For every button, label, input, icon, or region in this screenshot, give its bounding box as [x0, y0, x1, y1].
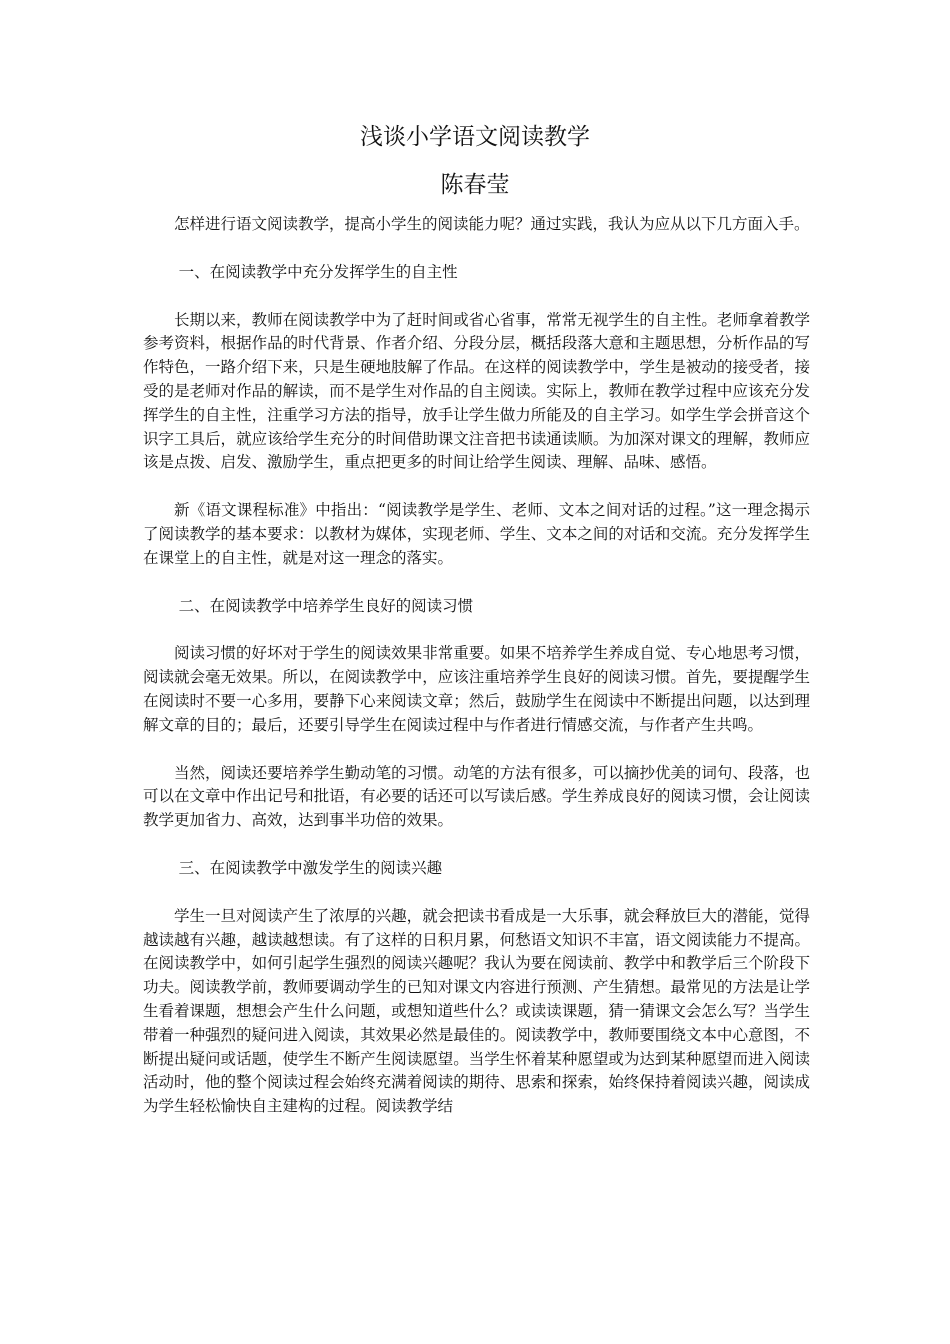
body-paragraph: 学生一旦对阅读产生了浓厚的兴趣，就会把读书看成是一大乐事，就会释放巨大的潜能，觉得越读越有兴趣，越读越想读。有了这样的日积月累，何愁语文知识不丰富，语文阅读能力不提高。在阅读教学中，如何引起学生强烈的阅读兴趣呢？我认为要在阅读前、教学中和教学后三个阶段下功夫。阅读教学前，教师要调动学生的已知对课文内容进行预测、产生猜想。最常见的方法是让学生看着课题，想想会产生什么问题，或想知道些什么？或读读课题，猜一猜课文会怎么写？当学生带着一种强烈的疑问进入阅读，其效果必然是最佳的。阅读教学中，教师要围绕文本中心意图，不断提出疑问或话题，使学生不断产生阅读愿望。当学生怀着某种愿望或为达到某种愿望而进入阅读活动时，他的整个阅读过程会始终充满着阅读的期待、思索和探索，始终保持着阅读兴趣，阅读成为学生轻松愉快自主建构的过程。阅读教学结 — [143, 906, 810, 1116]
body-paragraph: 怎样进行语文阅读教学，提高小学生的阅读能力呢？通过实践，我认为应从以下几方面入手。 — [174, 215, 810, 233]
section-heading: 二、在阅读教学中培养学生良好的阅读习惯 — [178, 596, 474, 615]
body-paragraph: 新《语文课程标准》中指出：“阅读教学是学生、老师、文本之间对话的过程。”这一理念揭示了阅读教学的基本要求：以教材为媒体，实现老师、学生、文本之间的对话和交流。充分发挥学生在课堂上的自主性，就是对这一理念的落实。 — [143, 501, 810, 567]
section-heading: 一、在阅读教学中充分发挥学生的自主性 — [178, 262, 458, 281]
document-body — [143, 213, 810, 1143]
section-heading: 三、在阅读教学中激发学生的阅读兴趣 — [178, 858, 443, 877]
body-paragraph: 长期以来，教师在阅读教学中为了赶时间或省心省事，常常无视学生的自主性。老师拿着教学参考资料，根据作品的时代背景、作者介绍、分段分层，概括段落大意和主题思想，分析作品的写作特色，一路介绍下来，只是生硬地肢解了作品。在这样的阅读教学中，学生是被动的接受者，接受的是老师对作品的解读，而不是学生对作品的自主阅读。实际上，教师在教学过程中应该充分发挥学生的自主性，注重学习方法的指导，放手让学生做力所能及的自主学习。如学生学会拼音这个识字工具后，就应该给学生充分的时间借助课文注音把书读通读顺。为加深对课文的理解，教师应该是点拨、启发、激励学生，重点把更多的时间让给学生阅读、理解、品味、感悟。 — [143, 310, 810, 472]
body-paragraph: 阅读习惯的好坏对于学生的阅读效果非常重要。如果不培养学生养成自觉、专心地思考习惯，阅读就会毫无效果。所以，在阅读教学中，应该注重培养学生良好的阅读习惯。首先，要提醒学生在阅读时不要一心多用，要静下心来阅读文章；然后，鼓励学生在阅读中不断提出问题，以达到理解文章的目的；最后，还要引导学生在阅读过程中与作者进行情感交流，与作者产生共鸣。 — [143, 644, 810, 734]
document-author: 陈春莹 — [440, 172, 510, 198]
body-paragraph: 当然，阅读还要培养学生勤动笔的习惯。动笔的方法有很多，可以摘抄优美的词句、段落，也可以在文章中作出记号和批语，有必要的话还可以写读后感。学生养成良好的阅读习惯，会让阅读教学更加省力、高效，达到事半功倍的效果。 — [143, 763, 810, 830]
document-title: 浅谈小学语文阅读教学 — [360, 124, 590, 150]
